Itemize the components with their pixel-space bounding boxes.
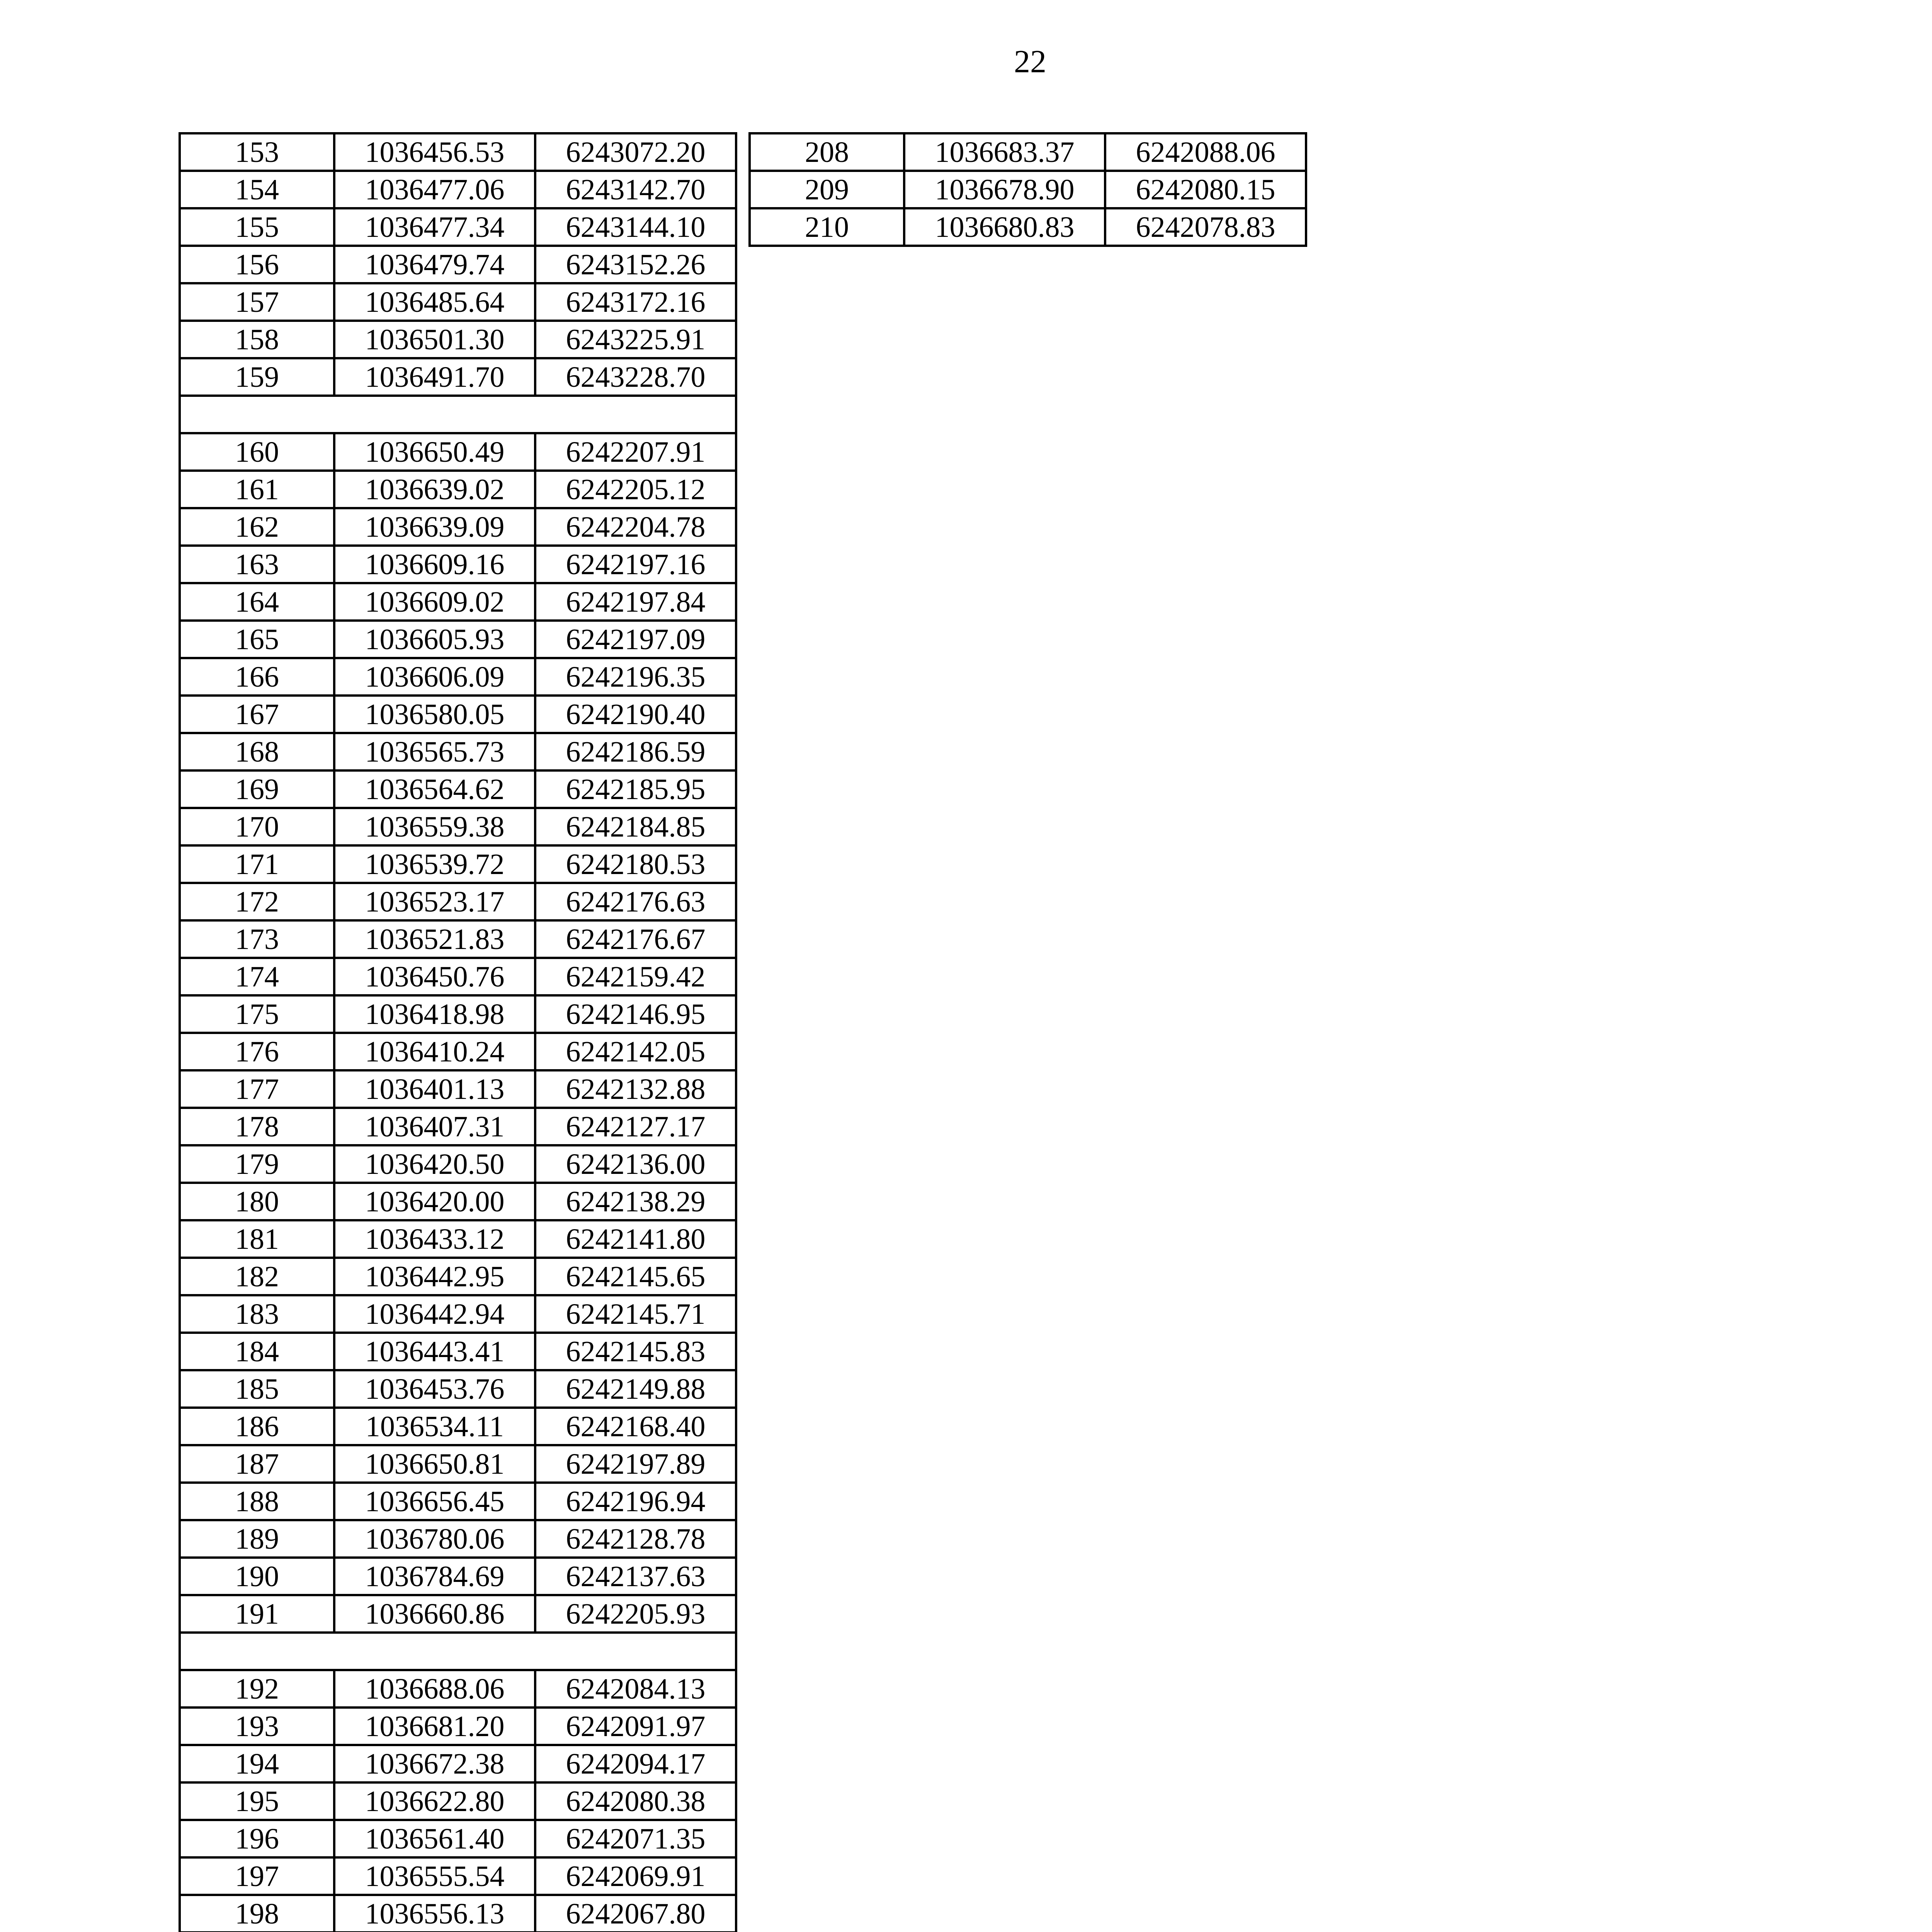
table-row xyxy=(180,1520,736,1558)
x-coordinate-cell: 1036521.83 xyxy=(334,920,535,958)
y-coordinate-cell: 6242069.91 xyxy=(535,1857,736,1895)
point-number-cell: 166 xyxy=(180,658,334,696)
y-coordinate-cell: 6242142.05 xyxy=(535,1033,736,1070)
point-number-cell: 156 xyxy=(180,246,334,283)
y-coordinate-cell: 6242145.71 xyxy=(535,1295,736,1333)
table-row xyxy=(750,208,1306,246)
x-coordinate-cell: 1036650.81 xyxy=(334,1445,535,1483)
point-number-cell: 210 xyxy=(750,208,904,246)
table-row xyxy=(180,321,736,358)
table-row xyxy=(180,1370,736,1408)
y-coordinate-cell: 6242078.83 xyxy=(1105,208,1306,246)
x-coordinate-cell: 1036606.09 xyxy=(334,658,535,696)
table-row xyxy=(180,283,736,321)
y-coordinate-cell: 6242185.95 xyxy=(535,770,736,808)
point-number-cell: 165 xyxy=(180,621,334,658)
y-coordinate-cell: 6242132.88 xyxy=(535,1070,736,1108)
y-coordinate-cell: 6242176.67 xyxy=(535,920,736,958)
point-number-cell: 183 xyxy=(180,1295,334,1333)
table-row xyxy=(180,845,736,883)
y-coordinate-cell: 6242128.78 xyxy=(535,1520,736,1558)
y-coordinate-cell: 6243172.16 xyxy=(535,283,736,321)
x-coordinate-cell: 1036443.41 xyxy=(334,1333,535,1370)
table-row xyxy=(180,1108,736,1145)
point-number-cell: 195 xyxy=(180,1782,334,1820)
point-number-cell: 189 xyxy=(180,1520,334,1558)
y-coordinate-cell: 6242088.06 xyxy=(1105,133,1306,171)
point-number-cell: 184 xyxy=(180,1333,334,1370)
table-row xyxy=(180,546,736,583)
y-coordinate-cell: 6242146.95 xyxy=(535,995,736,1033)
y-coordinate-cell: 6242186.59 xyxy=(535,733,736,770)
x-coordinate-cell: 1036656.45 xyxy=(334,1483,535,1520)
y-coordinate-cell: 6242207.91 xyxy=(535,433,736,471)
y-coordinate-cell: 6242196.35 xyxy=(535,658,736,696)
x-coordinate-cell: 1036407.31 xyxy=(334,1108,535,1145)
y-coordinate-cell: 6243142.70 xyxy=(535,171,736,208)
point-number-cell: 176 xyxy=(180,1033,334,1070)
x-coordinate-cell: 1036564.62 xyxy=(334,770,535,808)
point-number-cell: 161 xyxy=(180,471,334,508)
table-row xyxy=(180,471,736,508)
table-row xyxy=(180,1745,736,1782)
x-coordinate-cell: 1036680.83 xyxy=(904,208,1105,246)
x-coordinate-cell: 1036683.37 xyxy=(904,133,1105,171)
x-coordinate-cell: 1036678.90 xyxy=(904,171,1105,208)
table-row xyxy=(180,171,736,208)
table-row xyxy=(180,733,736,770)
table-row xyxy=(180,658,736,696)
y-coordinate-cell: 6242071.35 xyxy=(535,1820,736,1857)
table-row xyxy=(180,1408,736,1445)
y-coordinate-cell: 6243072.20 xyxy=(535,133,736,171)
point-number-cell: 162 xyxy=(180,508,334,546)
x-coordinate-cell: 1036442.95 xyxy=(334,1258,535,1295)
y-coordinate-cell: 6243144.10 xyxy=(535,208,736,246)
point-number-cell: 180 xyxy=(180,1183,334,1220)
x-coordinate-cell: 1036433.12 xyxy=(334,1220,535,1258)
point-number-cell: 193 xyxy=(180,1708,334,1745)
point-number-cell: 208 xyxy=(750,133,904,171)
table-row xyxy=(180,1670,736,1708)
x-coordinate-cell: 1036580.05 xyxy=(334,696,535,733)
table-row xyxy=(180,621,736,658)
x-coordinate-cell: 1036420.00 xyxy=(334,1183,535,1220)
coordinate-table-left xyxy=(179,132,737,1932)
x-coordinate-cell: 1036780.06 xyxy=(334,1520,535,1558)
x-coordinate-cell: 1036639.02 xyxy=(334,471,535,508)
y-coordinate-cell: 6242067.80 xyxy=(535,1895,736,1932)
point-number-cell: 179 xyxy=(180,1145,334,1183)
y-coordinate-cell: 6242145.65 xyxy=(535,1258,736,1295)
table-row xyxy=(180,1895,736,1932)
x-coordinate-cell: 1036477.34 xyxy=(334,208,535,246)
coordinate-table-left-body xyxy=(180,133,736,1932)
table-row xyxy=(180,1820,736,1857)
y-coordinate-cell: 6242084.13 xyxy=(535,1670,736,1708)
table-separator-row xyxy=(180,1633,736,1670)
y-coordinate-cell: 6242149.88 xyxy=(535,1370,736,1408)
x-coordinate-cell: 1036650.49 xyxy=(334,433,535,471)
table-row xyxy=(180,1595,736,1633)
y-coordinate-cell: 6242127.17 xyxy=(535,1108,736,1145)
table-row xyxy=(180,1782,736,1820)
point-number-cell: 194 xyxy=(180,1745,334,1782)
y-coordinate-cell: 6242180.53 xyxy=(535,845,736,883)
point-number-cell: 167 xyxy=(180,696,334,733)
y-coordinate-cell: 6242197.16 xyxy=(535,546,736,583)
x-coordinate-cell: 1036539.72 xyxy=(334,845,535,883)
table-row xyxy=(180,1558,736,1595)
table-row xyxy=(180,433,736,471)
point-number-cell: 190 xyxy=(180,1558,334,1595)
separator-cell xyxy=(180,1633,736,1670)
y-coordinate-cell: 6242137.63 xyxy=(535,1558,736,1595)
y-coordinate-cell: 6242168.40 xyxy=(535,1408,736,1445)
point-number-cell: 160 xyxy=(180,433,334,471)
page-number: 22 xyxy=(1014,44,1046,80)
point-number-cell: 168 xyxy=(180,733,334,770)
point-number-cell: 163 xyxy=(180,546,334,583)
table-row xyxy=(180,1333,736,1370)
point-number-cell: 158 xyxy=(180,321,334,358)
y-coordinate-cell: 6242141.80 xyxy=(535,1220,736,1258)
table-row xyxy=(180,358,736,396)
point-number-cell: 155 xyxy=(180,208,334,246)
y-coordinate-cell: 6242197.84 xyxy=(535,583,736,621)
y-coordinate-cell: 6242190.40 xyxy=(535,696,736,733)
point-number-cell: 185 xyxy=(180,1370,334,1408)
x-coordinate-cell: 1036456.53 xyxy=(334,133,535,171)
x-coordinate-cell: 1036477.06 xyxy=(334,171,535,208)
point-number-cell: 173 xyxy=(180,920,334,958)
point-number-cell: 191 xyxy=(180,1595,334,1633)
x-coordinate-cell: 1036418.98 xyxy=(334,995,535,1033)
x-coordinate-cell: 1036609.16 xyxy=(334,546,535,583)
point-number-cell: 188 xyxy=(180,1483,334,1520)
table-row xyxy=(180,508,736,546)
table-row xyxy=(180,920,736,958)
x-coordinate-cell: 1036609.02 xyxy=(334,583,535,621)
point-number-cell: 154 xyxy=(180,171,334,208)
y-coordinate-cell: 6242196.94 xyxy=(535,1483,736,1520)
y-coordinate-cell: 6242197.89 xyxy=(535,1445,736,1483)
y-coordinate-cell: 6243228.70 xyxy=(535,358,736,396)
point-number-cell: 196 xyxy=(180,1820,334,1857)
point-number-cell: 169 xyxy=(180,770,334,808)
table-row xyxy=(180,208,736,246)
table-row xyxy=(180,808,736,845)
coordinate-table-right xyxy=(748,132,1307,247)
table-row xyxy=(180,1258,736,1295)
table-row xyxy=(180,1033,736,1070)
point-number-cell: 153 xyxy=(180,133,334,171)
point-number-cell: 171 xyxy=(180,845,334,883)
y-coordinate-cell: 6242176.63 xyxy=(535,883,736,920)
y-coordinate-cell: 6242204.78 xyxy=(535,508,736,546)
y-coordinate-cell: 6242138.29 xyxy=(535,1183,736,1220)
x-coordinate-cell: 1036453.76 xyxy=(334,1370,535,1408)
point-number-cell: 178 xyxy=(180,1108,334,1145)
x-coordinate-cell: 1036561.40 xyxy=(334,1820,535,1857)
x-coordinate-cell: 1036688.06 xyxy=(334,1670,535,1708)
table-row xyxy=(180,1295,736,1333)
x-coordinate-cell: 1036555.54 xyxy=(334,1857,535,1895)
coordinate-table-right-body xyxy=(750,133,1306,246)
y-coordinate-cell: 6242184.85 xyxy=(535,808,736,845)
x-coordinate-cell: 1036420.50 xyxy=(334,1145,535,1183)
point-number-cell: 159 xyxy=(180,358,334,396)
x-coordinate-cell: 1036565.73 xyxy=(334,733,535,770)
y-coordinate-cell: 6242080.15 xyxy=(1105,171,1306,208)
y-coordinate-cell: 6242094.17 xyxy=(535,1745,736,1782)
table-row xyxy=(180,883,736,920)
y-coordinate-cell: 6242091.97 xyxy=(535,1708,736,1745)
x-coordinate-cell: 1036479.74 xyxy=(334,246,535,283)
point-number-cell: 164 xyxy=(180,583,334,621)
point-number-cell: 172 xyxy=(180,883,334,920)
table-row xyxy=(180,1445,736,1483)
y-coordinate-cell: 6242197.09 xyxy=(535,621,736,658)
point-number-cell: 174 xyxy=(180,958,334,995)
table-row xyxy=(180,583,736,621)
point-number-cell: 170 xyxy=(180,808,334,845)
x-coordinate-cell: 1036450.76 xyxy=(334,958,535,995)
table-row xyxy=(180,958,736,995)
x-coordinate-cell: 1036523.17 xyxy=(334,883,535,920)
table-row xyxy=(180,770,736,808)
y-coordinate-cell: 6242205.12 xyxy=(535,471,736,508)
y-coordinate-cell: 6242136.00 xyxy=(535,1145,736,1183)
table-separator-row xyxy=(180,396,736,433)
x-coordinate-cell: 1036672.38 xyxy=(334,1745,535,1782)
table-row xyxy=(180,1220,736,1258)
point-number-cell: 175 xyxy=(180,995,334,1033)
table-row xyxy=(180,696,736,733)
point-number-cell: 192 xyxy=(180,1670,334,1708)
table-row xyxy=(180,246,736,283)
point-number-cell: 157 xyxy=(180,283,334,321)
x-coordinate-cell: 1036534.11 xyxy=(334,1408,535,1445)
y-coordinate-cell: 6242205.93 xyxy=(535,1595,736,1633)
point-number-cell: 198 xyxy=(180,1895,334,1932)
point-number-cell: 187 xyxy=(180,1445,334,1483)
x-coordinate-cell: 1036485.64 xyxy=(334,283,535,321)
table-row xyxy=(750,171,1306,208)
point-number-cell: 177 xyxy=(180,1070,334,1108)
x-coordinate-cell: 1036784.69 xyxy=(334,1558,535,1595)
x-coordinate-cell: 1036605.93 xyxy=(334,621,535,658)
table-row xyxy=(180,1857,736,1895)
x-coordinate-cell: 1036410.24 xyxy=(334,1033,535,1070)
x-coordinate-cell: 1036622.80 xyxy=(334,1782,535,1820)
point-number-cell: 181 xyxy=(180,1220,334,1258)
y-coordinate-cell: 6243152.26 xyxy=(535,246,736,283)
y-coordinate-cell: 6242145.83 xyxy=(535,1333,736,1370)
y-coordinate-cell: 6242080.38 xyxy=(535,1782,736,1820)
x-coordinate-cell: 1036442.94 xyxy=(334,1295,535,1333)
x-coordinate-cell: 1036559.38 xyxy=(334,808,535,845)
point-number-cell: 209 xyxy=(750,171,904,208)
y-coordinate-cell: 6242159.42 xyxy=(535,958,736,995)
table-row xyxy=(180,1070,736,1108)
x-coordinate-cell: 1036660.86 xyxy=(334,1595,535,1633)
x-coordinate-cell: 1036639.09 xyxy=(334,508,535,546)
table-row xyxy=(180,1145,736,1183)
x-coordinate-cell: 1036401.13 xyxy=(334,1070,535,1108)
table-row xyxy=(750,133,1306,171)
table-row xyxy=(180,1708,736,1745)
x-coordinate-cell: 1036491.70 xyxy=(334,358,535,396)
table-row xyxy=(180,133,736,171)
table-row xyxy=(180,1483,736,1520)
table-row xyxy=(180,1183,736,1220)
x-coordinate-cell: 1036501.30 xyxy=(334,321,535,358)
point-number-cell: 182 xyxy=(180,1258,334,1295)
y-coordinate-cell: 6243225.91 xyxy=(535,321,736,358)
x-coordinate-cell: 1036556.13 xyxy=(334,1895,535,1932)
separator-cell xyxy=(180,396,736,433)
point-number-cell: 197 xyxy=(180,1857,334,1895)
table-row xyxy=(180,995,736,1033)
point-number-cell: 186 xyxy=(180,1408,334,1445)
x-coordinate-cell: 1036681.20 xyxy=(334,1708,535,1745)
